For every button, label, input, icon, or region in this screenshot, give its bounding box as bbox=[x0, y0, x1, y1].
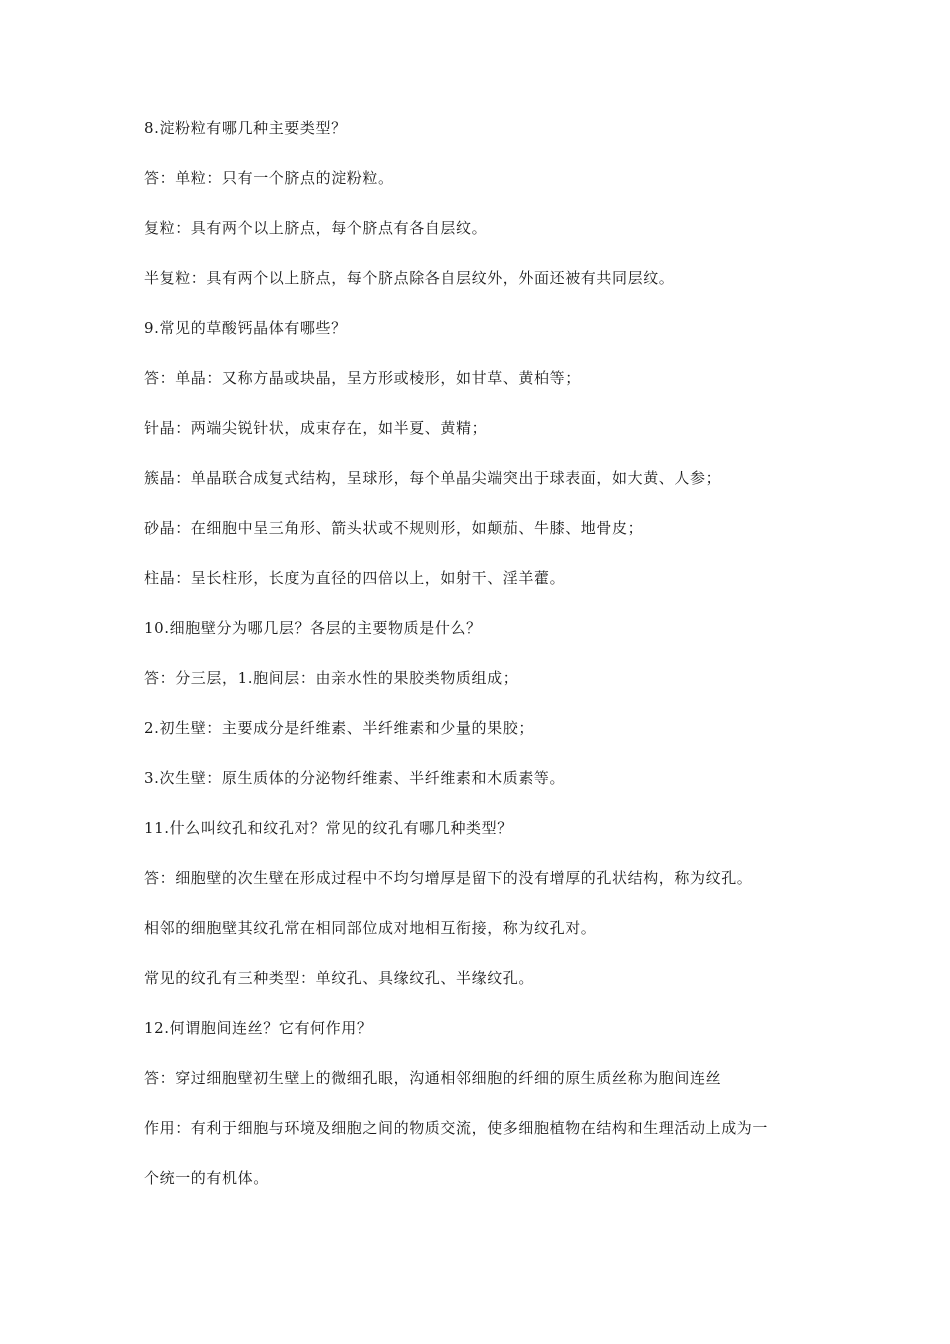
answer-10-secondary-wall: 3.次生壁：原生质体的分泌物纤维素、半纤维素和木质素等。 bbox=[144, 769, 566, 787]
answer-11-pit-pair: 相邻的细胞壁其纹孔常在相同部位成对地相互衔接，称为纹孔对。 bbox=[144, 919, 597, 937]
answer-8-semi-compound-grain: 半复粒：具有两个以上脐点，每个脐点除各自层纹外，外面还被有共同层纹。 bbox=[144, 269, 675, 287]
answer-11-pit-types: 常见的纹孔有三种类型：单纹孔、具缘纹孔、半缘纹孔。 bbox=[144, 969, 535, 987]
question-12: 12.何谓胞间连丝？它有何作用？ bbox=[144, 1019, 373, 1037]
question-9: 9.常见的草酸钙晶体有哪些？ bbox=[144, 319, 347, 337]
answer-9-single-crystal: 答：单晶：又称方晶或块晶，呈方形或棱形，如甘草、黄柏等； bbox=[144, 369, 581, 387]
answer-10-primary-wall: 2.初生壁：主要成分是纤维素、半纤维素和少量的果胶； bbox=[144, 719, 534, 737]
question-8: 8.淀粉粒有哪几种主要类型？ bbox=[144, 119, 347, 137]
question-11: 11.什么叫纹孔和纹孔对？常见的纹孔有哪几种类型？ bbox=[144, 819, 513, 837]
answer-8-single-grain: 答：单粒：只有一个脐点的淀粉粒。 bbox=[144, 169, 394, 187]
answer-9-needle-crystal: 针晶：两端尖锐针状，成束存在，如半夏、黄精； bbox=[144, 419, 488, 437]
answer-12-function-continued: 个统一的有机体。 bbox=[144, 1169, 269, 1187]
answer-9-cluster-crystal: 簇晶：单晶联合成复式结构，呈球形，每个单晶尖端突出于球表面，如大黄、人参； bbox=[144, 469, 722, 487]
answer-12-function: 作用：有利于细胞与环境及细胞之间的物质交流，使多细胞植物在结构和生理活动上成为一 bbox=[144, 1119, 769, 1137]
answer-8-compound-grain: 复粒：具有两个以上脐点，每个脐点有各自层纹。 bbox=[144, 219, 488, 237]
answer-11-pit-definition: 答：细胞壁的次生壁在形成过程中不均匀增厚是留下的没有增厚的孔状结构，称为纹孔。 bbox=[144, 869, 753, 887]
answer-12-definition: 答：穿过细胞壁初生壁上的微细孔眼，沟通相邻细胞的纤细的原生质丝称为胞间连丝 bbox=[144, 1069, 722, 1087]
question-10: 10.细胞壁分为哪几层？各层的主要物质是什么？ bbox=[144, 619, 482, 637]
answer-9-columnar-crystal: 柱晶：呈长柱形，长度为直径的四倍以上，如射干、淫羊藿。 bbox=[144, 569, 566, 587]
answer-9-sand-crystal: 砂晶：在细胞中呈三角形、箭头状或不规则形，如颠茄、牛膝、地骨皮； bbox=[144, 519, 644, 537]
answer-10-middle-lamella: 答：分三层，1.胞间层：由亲水性的果胶类物质组成； bbox=[144, 669, 519, 687]
